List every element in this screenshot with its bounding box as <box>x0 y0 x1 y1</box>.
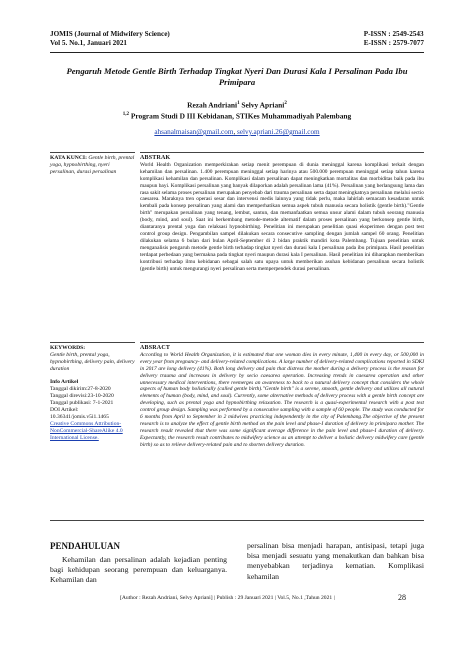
email-separator: , <box>233 128 238 136</box>
journal-header-left <box>50 30 170 48</box>
header-rule <box>50 52 424 53</box>
affiliation <box>50 110 424 121</box>
date-revised: Tanggal direvisi:23-10-2020 <box>50 393 114 399</box>
doi-value: 10.36341/jomis.v5i1.1465 <box>50 414 109 420</box>
abstract-bottom-rule <box>50 520 424 521</box>
authors-block <box>50 99 424 121</box>
abstract-text: According to World Health Organization, it is estimated that one woman dies in every minute, 1,400 in every day, or 500,000 in every year from pregnancy- and delivery-related complications. A large number of delivery-related complications reported in SDKI in 2017 are long delivery (41%). Both long delivery and pain that distress the mother during a delivery process is the reason for delivery trauma and increases in delivery by secio caesarea operation. Increasing trends in caesarea operation and other unnecessary medical interventions, there reemerges an awareness to back to a natural delivery concept that considers the whole aspects of human body holistically (called gentle birth)."Gentle birth" is a serene, smooth, gentle delivery and utilizes all natural elements of human (body, mind, and soul). Currently, some alternative methods of delivery process with a gentle birth concept are developing, such as prental yoga and hypnobirthing relaxation. The research is a quasi-experimental research with a post test control group design. Sampling was performed by a consecutive sampling with a sample of 60 people. The study was conducted for 6 months from April to September in 2 midwives practicing independently in the city of Palembang.The objective of the present research is to analyze the effect of gentle birth method on the pain level and phase-I duration of delivery in primipara mother. The research result revealed that there was some significant average difference in the pain level and phase-I duration of delivery. Expectantly, the research result contributes to midwifery science as an attempt to deliver a holistic delivery midwifery care (gentle birth) so as to relieve delivery-related pain and to shorten delivery duration. <box>140 351 424 448</box>
abstrak-text: World Health Organization memperkirakan setiap menit perempuan di dunia meninggal karena komplikasi terkait dengan kehamilan dan persalinan. 1.400 perempuan meninggal setiap harinya atau 500.000 perempuan meninggal setiap tahun karena komplikasi kehamilan dan persalinan. Komplikasi dalam persalinan dapat meningkatkan mortalitas dan morbiditas baik pada ibu maupun bayi. Komplikasi persalinan yang banyak dilaporkan adalah persalinan lama (41%). Persalinan yang berlangsung lama dan rasa sakit selama proses persalinan merupakan penyebab dari trauma persalinan serta dapat meningkatnya persalinan melalui sectio caesarea. Maraknya tren operasi sesar dan intervensi medis lainnya yang tidak perlu, maka lahirlah semacam kesadaran untuk kembali pada konsep persalinan yang alami dan memperhatikan semua aspek tubuh manusia secara holistik (gentle birth)."Gentle birth" merupakan persalinan yang tenang, lembut, santun, dan memanfaatkan semua unsur alami dalam tubuh seorang manusia (body, mind, and soul). Saat ini berkembang metode-metode alternatif dalam proses persalinan yang berkonsep gentle birth, diantaranya prental yoga dan relaksasi hypnobirthing. Penelitian ini merupakan penelitian quasi eksperimen dengan post test control group design. Pengambilan sampel dilakukan secara consecutive sampling dengan jumlah sampel 60 orang. Penelitian dilakukan selama 6 bulan dari bulan April-September di 2 bidan praktik mandiri kota Palembang. Tujuan penelitian untuk menganalisis pengaruh metode gentle birth terhadap tingkat nyeri dan durasi kala I persalinan pada ibu primipara. Hasil penelitian terdapat perbedaan yang bermakna pada tingkat nyeri maupun durasi kala I persalinan. Hasil penelitian ini diharapkan memberikan kontribusi terhadap ilmu kebidanan sebagai salah satu upaya untuk memberikan asuhan kebidanan persalinan secara holistik (gentle birth) untuk mengurangi nyeri persalinan serta memperpendek durasi persalinan. <box>140 161 424 272</box>
author-names <box>50 99 424 110</box>
date-received: Tanggal dikirim:27-8-2020 <box>50 386 111 392</box>
doi-label: DOI Artikel: <box>50 407 79 413</box>
author-emails <box>50 128 424 137</box>
email-2-link[interactable]: selvy.apriani.26@gmail.com <box>237 128 320 136</box>
abstrak-block <box>140 155 424 272</box>
right-mid-rule <box>140 342 424 343</box>
info-artikel-heading: Info Artikel <box>50 379 79 385</box>
license-link[interactable]: Creative Commons Attribution-NonCommercial-ShareAlike 4.0 International License. <box>50 421 123 441</box>
body-left-column: Kehamilan dan persalinan adalah kejadian penting bagi kehidupan seorang perempuan dan keluarganya. Kehamilan dan <box>50 555 227 585</box>
abstrak-heading: ABSTRAK <box>140 155 171 161</box>
left-mid-rule <box>50 342 135 343</box>
right-top-rule <box>140 152 424 153</box>
keywords-block <box>50 345 135 442</box>
paper-title: Pengaruh Metode Gentle Birth Terhadap Tingkat Nyeri Dan Durasi Kala I Persalinan Pada Ibu Primipara <box>66 66 408 87</box>
kata-kunci-heading: KATA KUNCI: <box>50 155 87 161</box>
affiliation-sup: 1,2 <box>122 112 129 118</box>
kata-kunci-text: Gentle birth, prental yoga, hypnobirthing, nyeri persalinan, durasi persalinan <box>50 155 135 175</box>
section-heading: PENDAHULUAN <box>50 541 121 551</box>
author-1-sup: 1 <box>237 101 240 106</box>
abstract-heading: ABSRACT <box>140 345 171 351</box>
author-2: Selvy Apriani <box>239 100 285 110</box>
author-2-sup: 2 <box>284 101 287 106</box>
page-number: 28 <box>398 593 406 602</box>
date-published: Tanggal publikasi: 7-1-2021 <box>50 400 114 406</box>
kata-kunci-block <box>50 155 135 176</box>
abstract-block <box>140 345 424 449</box>
keywords-heading: KEYWORDS: <box>50 345 86 351</box>
journal-header <box>50 30 424 50</box>
author-1: Rezah Andriani <box>187 100 238 110</box>
eissn: E-ISSN : 2579-7077 <box>363 39 424 48</box>
page-footer: [Author : Rezah Andriani, Selvy Apriani] | Publish : 29 Januari 2021 | Vol.5, No.1 ,Tahun 2021 | <box>120 595 335 601</box>
journal-header-right <box>364 30 424 48</box>
affiliation-text: Program Studi D III Kebidanan, STIKes Muhammadiyah Palembang <box>129 111 352 121</box>
keywords-text: Gentle birth, prental yoga, hypnobirthing, delivery pain, delivery duration <box>50 352 135 372</box>
email-1-link[interactable]: ahsanalmaisan@gmail.com <box>154 128 234 136</box>
left-top-rule <box>50 152 135 153</box>
pissn: P-ISSN : 2549-2543 <box>363 30 424 38</box>
body-right-column: persalinan bisa menjadi harapan, antisipasi, tetapi juga bisa menjadi sesuatu yang menakutkan dan bahkan bisa menyebabkan terjadinya kematian. Komplikasi kehamilan <box>247 541 424 581</box>
journal-name: JOMIS (Journal of Midwifery Science) <box>50 30 170 38</box>
journal-volume: Vol 5. No.1, Januari 2021 <box>50 39 128 48</box>
